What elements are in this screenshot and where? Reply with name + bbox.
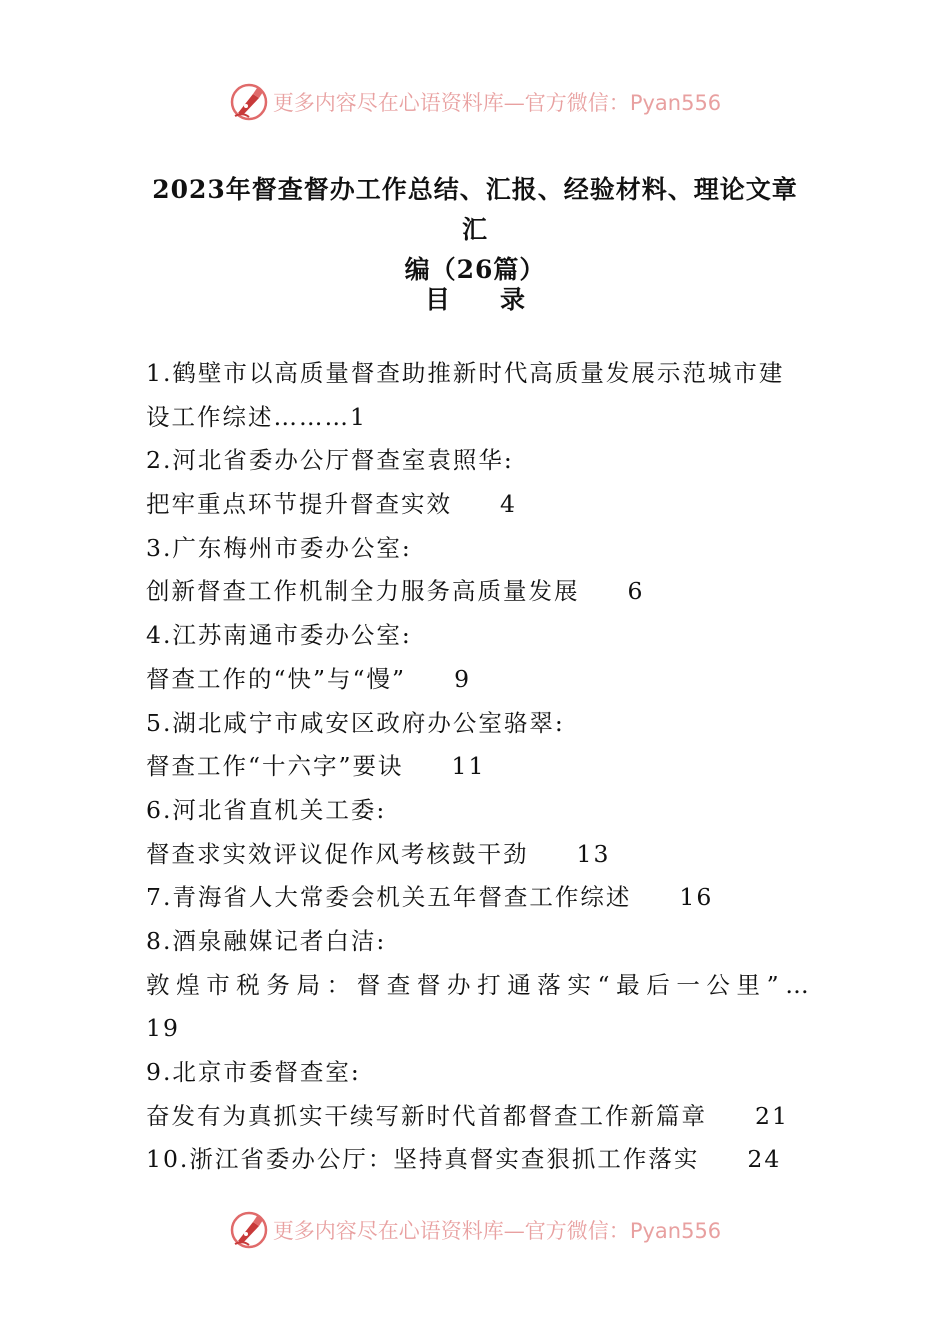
- pen-nib-logo-icon: [229, 82, 269, 122]
- toc-entry-2-page: 4: [500, 490, 517, 519]
- toc-entry-9-title: 9.北京市委督查室:: [146, 1058, 361, 1086]
- toc-entry-9-subtitle: 奋发有为真抓实干续写新时代首都督查工作新篇章: [146, 1101, 707, 1130]
- toc-entry-5-title: 5.湖北咸宁市咸安区政府办公室骆翠:: [146, 708, 565, 737]
- toc-entry-5-subtitle: 督查工作“十六字”要诀: [146, 752, 404, 781]
- toc-entry-6-title: 6.河北省直机关工委:: [146, 795, 387, 824]
- toc-heading: 目录: [424, 285, 575, 314]
- toc-entry-9-row: [146, 1095, 816, 1139]
- watermark-banner-bottom: [0, 1208, 950, 1252]
- toc-entry-8-title: 8.酒泉融媒记者白洁:: [146, 926, 387, 955]
- toc-entry-10-page: 24: [747, 1145, 782, 1174]
- toc-entry-3-row: [146, 570, 816, 614]
- toc-entry-3-title: 3.广东梅州市委办公室:: [146, 533, 412, 562]
- toc-entry-2-row: [146, 483, 816, 527]
- toc-entry-10-title: 10.浙江省委办公厅：坚持真督实查狠抓工作落实: [146, 1145, 700, 1174]
- watermark-banner-top: [0, 80, 950, 124]
- toc-entry-7-page: 16: [679, 883, 714, 912]
- table-of-contents: [146, 352, 816, 1182]
- watermark-text: 更多内容尽在心语资料库—官方微信：Pyan556: [272, 91, 722, 115]
- toc-entry-3-page: 6: [627, 577, 645, 606]
- pen-nib-logo-icon: [229, 1210, 269, 1250]
- title-line-1: 2023年督查督办工作总结、汇报、经验材料、理论文章汇: [152, 175, 798, 244]
- toc-entry-8-page: 19: [146, 1014, 180, 1043]
- toc-entry-4-title: 4.江苏南通市委办公室:: [146, 621, 412, 650]
- toc-entry-1-subtitle: 设工作综述………1: [146, 402, 367, 431]
- toc-entry-6-row: [146, 833, 816, 877]
- toc-entry-3-subtitle: 创新督查工作机制全力服务高质量发展: [146, 577, 580, 606]
- toc-entry-5-page: 11: [451, 752, 486, 781]
- document-title: [140, 170, 810, 290]
- toc-entry-4-page: 9: [454, 664, 472, 693]
- title-line-2: 编（26篇）: [404, 255, 546, 284]
- toc-entry-7-row: [146, 876, 816, 920]
- toc-entry-4-row: [146, 658, 816, 702]
- toc-entry-4-subtitle: 督查工作的“快”与“慢”: [146, 664, 407, 693]
- toc-entry-10-row: [146, 1138, 816, 1182]
- watermark-text: 更多内容尽在心语资料库—官方微信：Pyan556: [272, 1219, 722, 1243]
- toc-entry-5-row: [146, 745, 816, 789]
- toc-entry-6-page: 13: [576, 839, 611, 868]
- toc-entry-8-subtitle: 敦煌市税务局：督查督办打通落实“最后一公里”…: [146, 970, 816, 999]
- toc-entry-1-title: 1.鹤壁市以高质量督查助推新时代高质量发展示范城市建: [146, 359, 785, 387]
- toc-entry-9-page: 21: [755, 1101, 789, 1130]
- toc-entry-7-title: 7.青海省人大常委会机关五年督查工作综述: [146, 883, 632, 912]
- toc-entry-2-subtitle: 把牢重点环节提升督查实效: [146, 490, 452, 519]
- toc-entry-2-title: 2.河北省委办公厅督查室袁照华:: [146, 446, 514, 475]
- toc-entry-6-subtitle: 督查求实效评议促作风考核鼓干劲: [146, 839, 529, 868]
